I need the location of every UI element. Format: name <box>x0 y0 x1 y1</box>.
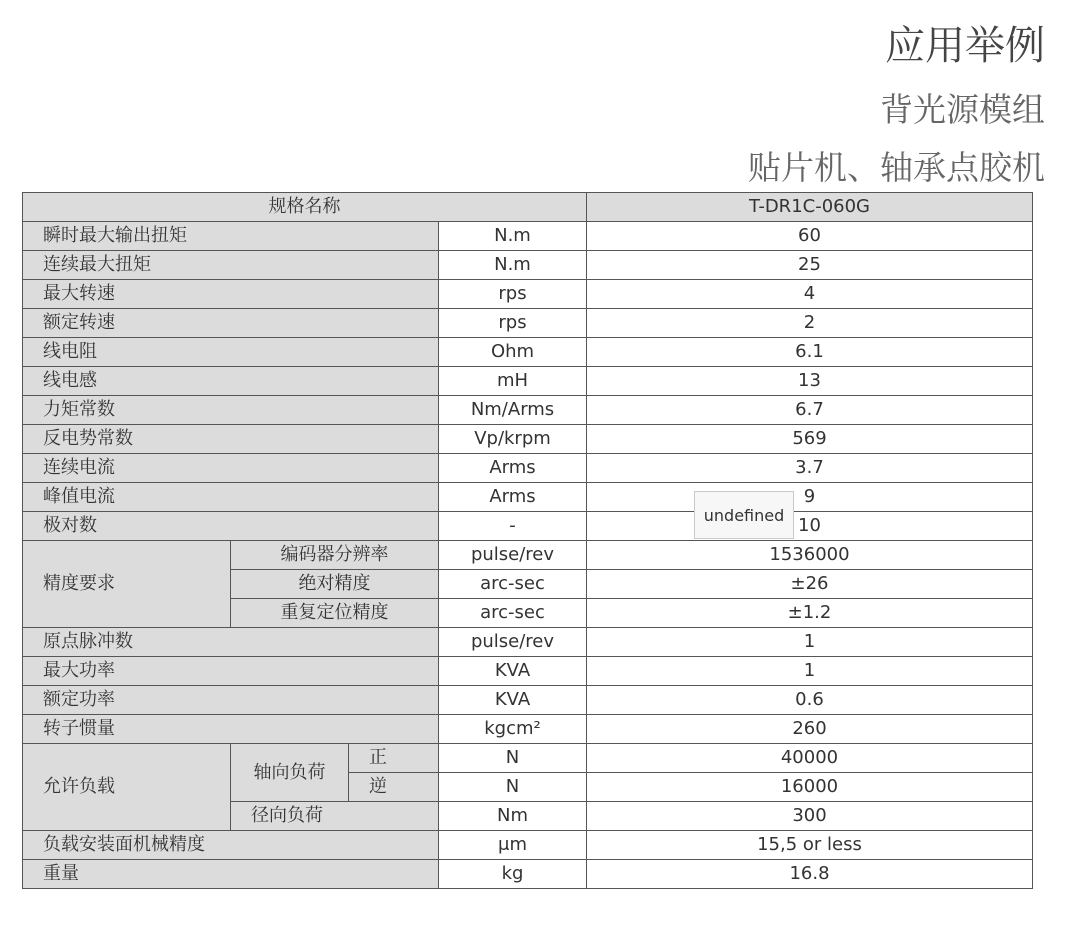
table-row <box>23 222 1033 251</box>
row-name: 峰值电流 <box>23 483 439 512</box>
table-row <box>23 338 1033 367</box>
row-unit: KVA <box>439 686 587 715</box>
row-name: 重量 <box>23 860 439 889</box>
row-value: ±26 <box>587 570 1033 599</box>
table-row <box>23 831 1033 860</box>
row-unit: Nm <box>439 802 587 831</box>
row-name: 绝对精度 <box>231 570 439 599</box>
table-row <box>23 251 1033 280</box>
row-name: 线电感 <box>23 367 439 396</box>
radial-load-label: 径向负荷 <box>231 802 439 831</box>
application-line-2: 贴片机、轴承点胶机 <box>748 148 1045 187</box>
row-unit: arc-sec <box>439 599 587 628</box>
row-value: 13 <box>587 367 1033 396</box>
table-row <box>23 367 1033 396</box>
load-group-label: 允许负载 <box>23 744 231 831</box>
row-value: 2 <box>587 309 1033 338</box>
row-unit: kgcm² <box>439 715 587 744</box>
row-unit: N.m <box>439 222 587 251</box>
row-value: 16000 <box>587 773 1033 802</box>
table-row <box>23 744 1033 773</box>
row-unit: KVA <box>439 657 587 686</box>
row-unit: rps <box>439 280 587 309</box>
row-name: 转子惯量 <box>23 715 439 744</box>
table-row <box>23 280 1033 309</box>
row-name: 编码器分辨率 <box>231 541 439 570</box>
table-row <box>23 512 1033 541</box>
row-unit: mH <box>439 367 587 396</box>
row-unit: arc-sec <box>439 570 587 599</box>
row-name: 线电阻 <box>23 338 439 367</box>
table-row <box>23 657 1033 686</box>
row-unit: pulse/rev <box>439 541 587 570</box>
axial-load-label: 轴向负荷 <box>231 744 349 802</box>
row-name: 最大功率 <box>23 657 439 686</box>
row-name: 连续最大扭矩 <box>23 251 439 280</box>
row-unit: N.m <box>439 251 587 280</box>
table-row <box>23 715 1033 744</box>
row-name: 原点脉冲数 <box>23 628 439 657</box>
row-value: 15,5 or less <box>587 831 1033 860</box>
row-name: 反电势常数 <box>23 425 439 454</box>
row-value: 0.6 <box>587 686 1033 715</box>
row-value: 10 <box>587 512 1033 541</box>
row-value: 6.1 <box>587 338 1033 367</box>
precision-group-label: 精度要求 <box>23 541 231 628</box>
table-row <box>23 541 1033 570</box>
row-unit: pulse/rev <box>439 628 587 657</box>
row-name: 瞬时最大输出扭矩 <box>23 222 439 251</box>
row-value: 40000 <box>587 744 1033 773</box>
table-row <box>23 628 1033 657</box>
row-unit: Nm/Arms <box>439 396 587 425</box>
row-value: 260 <box>587 715 1033 744</box>
table-row <box>23 309 1033 338</box>
row-value: 9 <box>587 483 1033 512</box>
row-name: 连续电流 <box>23 454 439 483</box>
header-spec-name: 规格名称 <box>23 193 587 222</box>
row-value: 16.8 <box>587 860 1033 889</box>
row-unit: kg <box>439 860 587 889</box>
row-value: 1 <box>587 628 1033 657</box>
table-row <box>23 483 1033 512</box>
row-name: 额定功率 <box>23 686 439 715</box>
row-unit: N <box>439 744 587 773</box>
row-value: ±1.2 <box>587 599 1033 628</box>
row-unit: Arms <box>439 483 587 512</box>
tooltip: undefined <box>694 491 794 539</box>
row-unit: μm <box>439 831 587 860</box>
row-name: 力矩常数 <box>23 396 439 425</box>
table-header-row <box>23 193 1033 222</box>
row-value: 3.7 <box>587 454 1033 483</box>
spec-table <box>22 192 1033 889</box>
row-unit: rps <box>439 309 587 338</box>
row-value: 1536000 <box>587 541 1033 570</box>
row-name: 重复定位精度 <box>231 599 439 628</box>
row-value: 25 <box>587 251 1033 280</box>
row-unit: N <box>439 773 587 802</box>
header-model: T-DR1C-060G <box>587 193 1033 222</box>
row-value: 1 <box>587 657 1033 686</box>
table-row <box>23 396 1033 425</box>
row-name: 负载安装面机械精度 <box>23 831 439 860</box>
row-unit: Vp/krpm <box>439 425 587 454</box>
page-title: 应用举例 <box>885 23 1045 69</box>
negative-direction-label: 逆 <box>349 773 439 802</box>
row-unit: Arms <box>439 454 587 483</box>
table-row <box>23 454 1033 483</box>
row-name: 最大转速 <box>23 280 439 309</box>
row-value: 6.7 <box>587 396 1033 425</box>
table-row <box>23 425 1033 454</box>
table-row <box>23 686 1033 715</box>
positive-direction-label: 正 <box>349 744 439 773</box>
row-value: 60 <box>587 222 1033 251</box>
row-name: 额定转速 <box>23 309 439 338</box>
row-unit: Ohm <box>439 338 587 367</box>
row-value: 300 <box>587 802 1033 831</box>
row-value: 569 <box>587 425 1033 454</box>
table-row <box>23 860 1033 889</box>
application-line-1: 背光源模组 <box>880 90 1045 129</box>
row-unit: - <box>439 512 587 541</box>
row-name: 极对数 <box>23 512 439 541</box>
row-value: 4 <box>587 280 1033 309</box>
